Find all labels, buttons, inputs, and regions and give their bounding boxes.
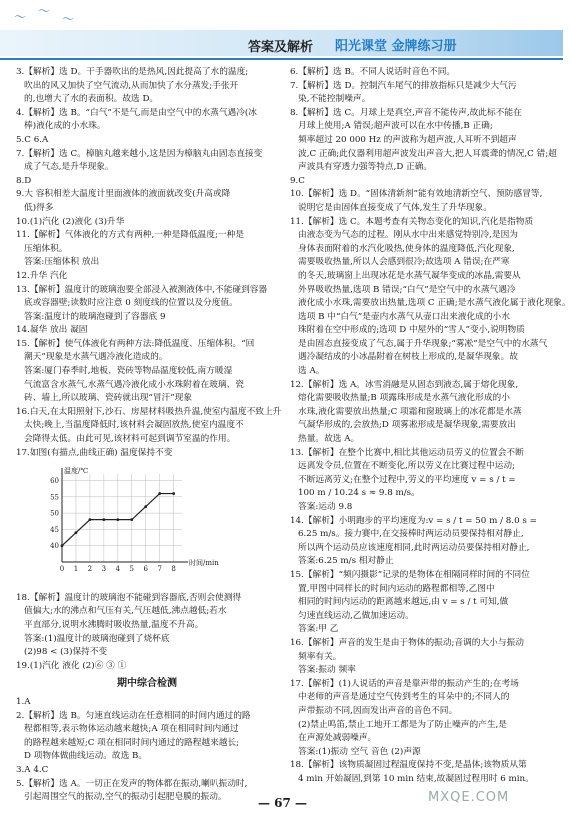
answer-line: 5.【解析】选 A。一切正在发声的物体都在振动,喇叭振动时,	[16, 778, 248, 789]
answer-line: 程都相等,表示物体运动越来越快;A 项在相同时间内通过	[24, 724, 239, 735]
answer-line: 遇冷凝结成的小冰晶附着在树枝上形成的,是凝华现象。故	[298, 352, 518, 363]
y-tick-label: 40	[50, 542, 59, 551]
x-axis-label: 时间/min	[189, 559, 219, 568]
answer-line: 12.升华 汽化	[16, 270, 68, 281]
answer-line: 3.【解析】选 D。干手器吹出的是热风,因此提高了水的温度;	[16, 67, 249, 77]
data-point	[130, 518, 133, 521]
answer-line: 答案:(1)温度计的玻璃泡碰到了烧杯底	[24, 633, 170, 644]
answer-line: 棒)液化成的小水珠。	[24, 121, 106, 132]
answer-line: 11.【解析】选 C。本题考查有关物态变化的知识,汽化是指物质	[290, 216, 534, 227]
answer-line: 压缩体积。	[24, 243, 68, 254]
data-point	[172, 492, 175, 495]
answer-line: 13.【解析】温度计的玻璃泡要全部浸入被测液体中,不能碰到容器	[16, 284, 268, 295]
answer-line: 中老师的声音是通过空气传到考生的耳朵中的;不同人的	[298, 692, 510, 703]
bird-icon: 〜	[62, 12, 75, 26]
answer-line: 在声源处减弱噪声。	[298, 733, 377, 744]
answer-line: 的路程越来越短;C 项在相同时间内通过的路程越来越长;	[24, 737, 240, 748]
data-point	[116, 518, 119, 521]
bird-icon: 〜	[14, 10, 27, 24]
answer-line: 低)得多	[24, 202, 54, 213]
answer-line: 置,甲图中同样长的时间内运动的路程都相等,乙图中	[298, 583, 495, 594]
answer-line: 9.C	[290, 175, 305, 186]
answer-line: 5.C 6.A	[16, 134, 49, 145]
answer-line: 染,不能控制噪声。	[298, 94, 371, 105]
answer-line: 气凝华形成的,会放热;D 项雾凇形成是凝华现象,需要放出	[298, 420, 516, 431]
answer-line: 16.白天,在太阳照射下,沙石、房屋材料吸热升温,使室内温度不致上升	[16, 406, 282, 417]
page-header	[0, 0, 563, 62]
x-tick-label: 7	[157, 565, 162, 574]
left-answers	[16, 66, 282, 460]
answer-line: 15.【解析】使气体液化有两种方法:降低温度、压缩体积。“回	[16, 338, 255, 349]
answer-line: 的冬天,玻璃窗上出现冰花是水蒸气凝华变成的冰晶,需要从	[298, 270, 521, 281]
watermark: MXQE.COM	[428, 790, 510, 805]
answer-line: 18.【解析】温度计的玻璃泡不能碰到容器底,否则会使测得	[16, 592, 242, 603]
answer-line: 8.D	[16, 175, 32, 186]
answer-line: 所以两个运动员应该速度相同,此时两运动员要保持相对静止,	[298, 542, 530, 553]
y-tick-label: 45	[50, 526, 59, 535]
answer-line: 答案:运动 9.8	[298, 502, 353, 512]
answer-line: 会降得太低。由此可见,该材料可起到调节室温的作用。	[24, 434, 236, 445]
answer-line: 19.(1)汽化 液化 (2)⑥ ③ ①	[16, 660, 127, 671]
x-tick-label: 4	[115, 565, 121, 574]
answer-line: 值偏大;水的沸点和气压有关,气压越低,沸点越低;若水	[24, 606, 227, 617]
answer-line: 珠附着在空中形成的;选项 D 中屋外的“雪人”变小,说明物质	[298, 325, 525, 336]
answer-line: 6.【解析】选 B。不同人说话时音色不同。	[290, 67, 456, 77]
answer-line: 10.【解析】选 D。“固体清新剂”能有效地清新空气、预防感冒等,	[290, 189, 543, 200]
answer-line: 引起周围空气的振动,空气的振动引起肥皂膜的振动。	[24, 792, 227, 803]
answer-line: 水珠,液化需要放出热量;C 项霜和窗玻璃上的冰花都是水蒸	[298, 406, 522, 417]
answer-line: 身体表面附着的水汽化吸热,使身体的温度降低,汽化现象,	[298, 243, 515, 254]
data-point	[75, 531, 78, 534]
page-number: — 67 —	[258, 796, 308, 810]
answer-line: 答案:6.25 m/s 相对静止	[298, 556, 394, 567]
answer-line: 底或容器壁;读数时应注意 0 刻度线的位置以及分度值。	[24, 298, 238, 309]
header-title: 答案及解析	[248, 40, 314, 55]
answer-line: 液化成小水珠,需要放出热量,选项 C 正确;是水蒸气液化属于液化现象。	[298, 298, 571, 309]
left-answers-after-chart	[16, 592, 278, 674]
answer-line: 7.【解析】选 D。控制汽车尾气的排放指标只是减少大气污	[290, 80, 517, 91]
answer-line: 1.A	[16, 696, 31, 707]
answer-line: 答案:温度计的玻璃泡碰到了容器底 9	[24, 311, 166, 322]
answer-line: 18.【解析】该物质凝固过程温度保持不变,是晶体;该物质从第	[290, 760, 527, 771]
answer-line: 声波具有穿透力强等特点,D 正确。	[298, 162, 433, 173]
answer-line: 波,C 正确;此仪器利用超声波发出声音大,把人耳震聋的情况,C 错;超	[298, 148, 557, 159]
answer-line: 远离发令员,位置在不断变化,所以劳义在比赛过程中运动;	[298, 461, 515, 472]
answer-line: 答案:(1)振动 空气 音色 (2)声源	[298, 746, 421, 757]
header-brand: 阳光课堂 金牌练习册	[335, 39, 457, 54]
temperature-chart	[36, 462, 219, 582]
answer-line: 需要吸收热量,所以人会感到很冷;故选项 A 错误;在严寒	[298, 257, 510, 268]
answer-line: 砖、墙上,所以玻璃、瓷砖就出现“冒汗”现象	[24, 393, 193, 404]
answer-line: 3.A 4.C	[16, 764, 49, 775]
answer-line: 成了气态,是升华现象。	[24, 162, 114, 173]
answer-line: 频率超过 20 000 Hz 的声波称为超声波,人耳听不到超声	[298, 134, 517, 145]
answer-line: 2.【解析】选 B。匀速直线运动在任意相同的时间内通过的路	[16, 710, 251, 721]
answer-line: 4 min 开始凝固,到第 10 min 结束,故凝固过程用时 6 min。	[298, 773, 534, 784]
answer-line: 频率有关。	[298, 651, 342, 662]
x-tick-label: 3	[101, 565, 107, 574]
section-title: 期中综合检测	[117, 678, 177, 690]
bird-icon: 〜	[38, 4, 51, 18]
answer-line: 由液态变为气态的过程。刚从水中出来感觉特别冷,是因为	[298, 230, 518, 241]
answer-line: 相同的时间内运动的距离越来越远,由 v = s / t 可知,做	[298, 597, 509, 608]
answer-line: 17.如图(有描点,曲线正确) 温度保持不变	[16, 447, 173, 458]
x-tick-label: 2	[87, 565, 93, 574]
data-point	[102, 518, 105, 521]
answer-line: 100 m / 10.24 s ≈ 9.8 m/s。	[298, 488, 420, 499]
answer-line: 熔化需要吸收热量;B 项露珠形成是水蒸气液化形成的小	[298, 393, 510, 404]
answer-line: 15.【解析】“频闪摄影”记录的是物体在相隔同样时间的不同位	[290, 569, 530, 580]
answer-line: 不断远离劳义;在整个过程中,劳义的平均速度 v = s / t =	[298, 474, 516, 485]
answer-line: 答案:压缩体积 放出	[24, 257, 100, 268]
answer-line: 是由固态直接变成了气态,属于升华现象;“雾凇”是空气中的水蒸气	[298, 338, 548, 349]
x-tick-label: 6	[143, 565, 148, 574]
answer-line: 4.【解析】选 B。“白气”不是气,而是由空气中的水蒸气遇冷(冰	[16, 107, 257, 118]
answer-line: 17.【解析】(1)人说话的声音是靠声带的振动产生的;在考场	[290, 678, 519, 689]
x-tick-label: 0	[59, 565, 65, 574]
answer-line: 11.【解析】气体液化的方式有两种,一种是降低温度;一种是	[16, 230, 245, 241]
answer-line: 14.【解析】小明跑步的平均速度为:v = s / t = 50 m / 8.0 s =	[290, 515, 537, 526]
answer-line: 吹出的风又加快了空气流动,从而加快了水分蒸发;手张开	[24, 80, 239, 91]
left-column	[16, 66, 282, 805]
answer-line: 8.【解析】选 C。月球上是真空,声音不能传声,故此标不能在	[290, 107, 522, 118]
y-axis-label: 温度/℃	[64, 467, 89, 476]
y-tick-label: 60	[50, 477, 59, 486]
answer-line: 潮天”现象是水蒸气遇冷液化造成的。	[24, 352, 168, 363]
answer-line: 声带振动不同,因而发出声音的音色不同。	[298, 705, 458, 716]
answer-line: 14.凝华 放出 凝固	[16, 325, 88, 336]
answer-line: (2)98 < (3)保持不变	[24, 647, 108, 658]
answer-line: 气流富含水蒸气,水蒸气遇冷液化成小水珠附着在玻璃、瓷	[24, 379, 244, 390]
data-point	[144, 505, 147, 508]
data-point	[61, 545, 64, 548]
right-answers	[290, 66, 571, 786]
answer-line: 12.【解析】选 A。冰雪消融是从固态到液态,属于熔化现象,	[290, 379, 519, 390]
answer-line: 9.大 容积相差大温度计里面液体的液面就改变(升高或降	[16, 189, 231, 200]
answer-line: 的,也增大了水的表面积。故选 D。	[24, 94, 159, 105]
answer-line: 6.25 m/s。接力赛中,在交接棒时两运动员要保持相对静止,	[298, 529, 524, 540]
x-tick-label: 8	[171, 565, 176, 574]
x-tick-label: 5	[129, 565, 135, 574]
answer-line: 说明它是由固体直接变成了气体,发生了升华现象。	[298, 202, 492, 213]
header-divider	[0, 58, 563, 60]
answer-line: 热量。故选 A。	[298, 434, 360, 445]
midterm-answers	[16, 696, 278, 805]
answer-line: D 项物体做曲线运动。故选 B。	[24, 751, 148, 762]
answer-line: 16.【解析】声音的发生是由于物体的振动;音调的大小与振动	[290, 637, 524, 648]
data-point	[89, 518, 92, 521]
answer-line: 太快;晚上,当温度降低时,该材料会凝固放热,使室内温度不	[24, 420, 244, 431]
y-tick-label: 50	[50, 509, 59, 518]
answer-line: 平直部分,说明水沸腾时吸收热量,温度不升高。	[24, 620, 204, 630]
answer-line: 选项 B 中“白气”是壶内水蒸气从壶口出来液化成的小水	[298, 311, 510, 322]
x-tick-label: 1	[73, 565, 79, 574]
answer-line: 选 A。	[298, 366, 325, 377]
answer-line: 答案:甲 乙	[298, 624, 339, 635]
answer-line: 答案:厦门春季时,地板、瓷砖等物品温度较低,南方暖湿	[24, 366, 233, 377]
right-column	[290, 66, 571, 786]
answer-line: 外界吸收热量,选项 B 错误;“白气”是空气中的水蒸气遇冷	[298, 284, 516, 295]
y-tick-label: 55	[50, 493, 59, 502]
answer-line: 10.(1)汽化 (2)液化 (3)升华	[16, 216, 125, 227]
answer-line: (2)禁止鸣笛,禁止工地开工都是为了防止噪声的产生,是	[298, 719, 507, 730]
data-point	[158, 492, 161, 495]
answer-line: 月球上使用;A 错误;超声波可以在水中传播,B 正确;	[298, 121, 493, 132]
answer-line: 答案:振动 频率	[298, 665, 356, 676]
answer-line: 7.【解析】选 C。樟脑丸越来越小,这是因为樟脑丸由固态直接变	[16, 148, 263, 159]
answer-line: 13.【解析】在整个比赛中,相比其他运动员劳义的位置会不断	[290, 447, 524, 458]
answer-line: 匀速直线运动,乙做加速运动。	[298, 610, 414, 621]
